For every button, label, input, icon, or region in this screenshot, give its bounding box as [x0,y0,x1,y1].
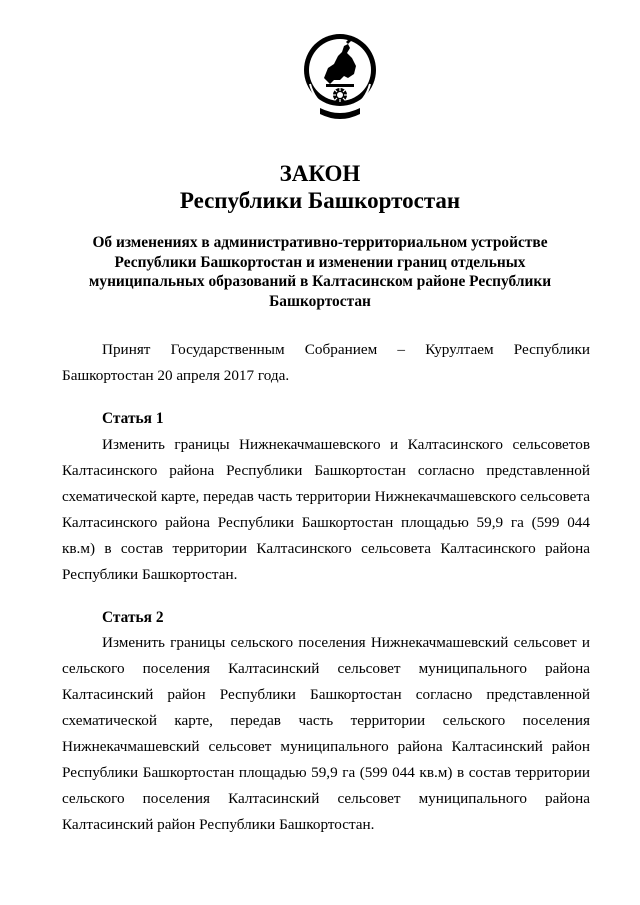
law-title: Об изменениях в административно-территориальном устройстве Республики Башкортостан и изменении границ отдельных муниципальных образований в Калтасинском районе Республики Башкортостан [88,234,552,310]
adoption-statement: Принят Государственным Собранием – Курултаем Республики Башкортостан 20 апреля 2017 года. [62,341,590,384]
article-1-text: Изменить границы Нижнекачмашевского и Калтасинского сельсоветов Калтасинского района Республики Башкортостан согласно представленной схематической карте, передав часть территории Нижнекачмашевского сельсовета Калтасинского района Республики Башкортостан площадью 59,9 га (599 044 кв.м) в состав территории Калтасинского сельсовета Калтасинского района Республики Башкортостан. [62,436,590,583]
article-2-text: Изменить границы сельского поселения Нижнекачмашевский сельсовет и сельского поселения Калтасинский сельсовет муниципального района Калтасинский район Республики Башкортостан согласно представленной схематической карте, передав часть территории сельского поселения Нижнекачмашевский сельсовет муниципального района Калтасинский район Республики Башкортостан площадью 59,9 га (599 044 кв.м) в состав территории сельского поселения Калтасинский сельсовет муниципального района Калтасинский район Республики Башкортостан. [62,634,590,833]
coat-of-arms-icon [300,22,380,128]
document-type-title: ЗАКОН [279,161,361,186]
article-2-heading: Статья 2 [102,609,164,626]
article-1-heading: Статья 1 [102,410,164,427]
document-issuer-title: Республики Башкортостан [179,188,461,213]
